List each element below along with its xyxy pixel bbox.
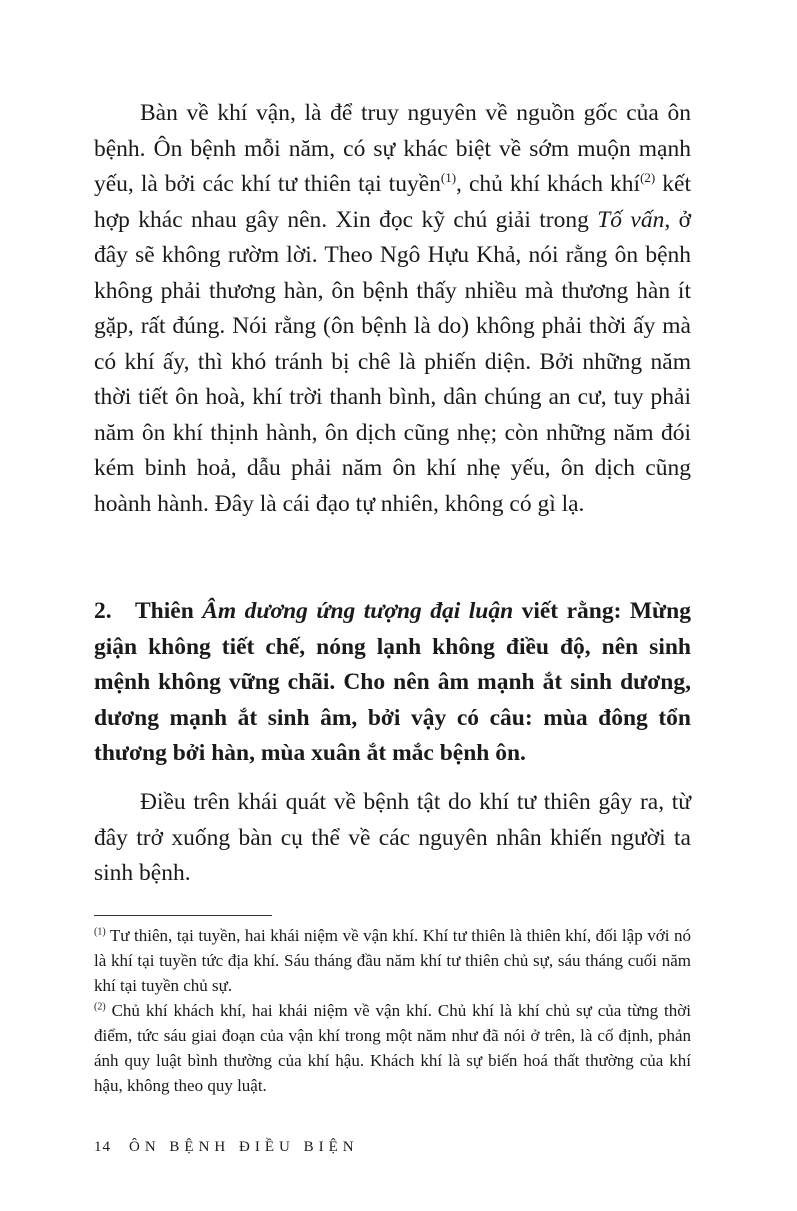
footnote-1 (94, 923, 691, 998)
footnote-ref-2[interactable]: (2) (640, 170, 656, 186)
footnote-divider (94, 915, 272, 916)
footnote-text: Tư thiên, tại tuyền, hai khái niệm về vận khí. Khí tư thiên là thiên khí, đối lập với nó là khí tại tuyền tức địa khí. Sáu tháng đầu năm khí tư thiên chủ sự, sáu tháng cuối năm khí tại tuyền chủ sự. (94, 926, 691, 995)
footnote-mark: (2) (94, 1001, 106, 1013)
section-number: 2. (94, 598, 112, 624)
paragraph-text: , ở đây sẽ không rườm lời. Theo Ngô Hựu Khả, nói rằng ôn bệnh không phải thương hàn, ôn bệnh thấy nhiều mà thương hàn ít gặp, rất đúng. Nói rằng (ôn bệnh là do) không phải thời ấy mà có khí ấy, thì khó tránh bị chê là phiến diện. Bởi những năm thời tiết ôn hoà, khí trời thanh bình, dân chúng an cư, tuy phải năm ôn khí thịnh hành, ôn dịch cũng nhẹ; còn những năm đói kém binh hoả, dẫu phải năm ôn khí nhẹ yếu, ôn dịch cũng hoành hành. Đây là cái đạo tự nhiên, không có gì lạ. (94, 206, 691, 517)
body-paragraph-2: Điều trên khái quát về bệnh tật do khí tư thiên gây ra, từ đây trở xuống bàn cụ thể về các nguyên nhân khiến người ta sinh bệnh. (94, 789, 691, 886)
body-paragraph-1 (94, 96, 691, 522)
running-footer (94, 1136, 359, 1158)
footnote-mark: (1) (94, 926, 106, 938)
paragraph-text: Bàn về khí vận, là để truy nguyên về nguồn gốc của ôn bệnh. Ôn bệnh mỗi năm, có sự khác biệt về sớm muộn mạnh yếu, là bởi các khí tư thiên tại tuyền (94, 100, 691, 197)
book-title: ÔN BỆNH ĐIỀU BIỆN (129, 1139, 359, 1155)
heading-italic-title: Âm dương ứng tượng đại luận (202, 598, 514, 624)
footnote-2 (94, 998, 691, 1098)
book-title-italic: Tố vấn (597, 206, 665, 233)
page-number: 14 (94, 1139, 111, 1155)
paragraph-text: , chủ khí khách khí (456, 171, 641, 197)
paragraph-text: kết hợp khác nhau gây nên. Xin đọc kỹ chú giải trong (94, 171, 691, 233)
footnote-ref-1[interactable]: (1) (440, 170, 457, 186)
footnote-text: Chủ khí khách khí, hai khái niệm về vận khí. Chủ khí là khí chủ sự của từng thời điểm, tức sáu giai đoạn của vận khí trong một năm như đã nói ở trên, là cố định, phản ánh quy luật bình thường của khí hậu. Khách khí là sự biến hoá thất thường của khí hậu, không theo quy luật. (94, 1001, 691, 1095)
heading-text: viết rằng: Mừng giận không tiết chế, nóng lạnh không điều độ, nên sinh mệnh không vững chãi. Cho nên âm mạnh ắt sinh dương, dương mạnh ắt sinh âm, bởi vậy có câu: mùa đông tổn thương bởi hàn, mùa xuân ắt mắc bệnh ôn. (94, 598, 691, 766)
section-heading-2 (94, 594, 691, 772)
heading-text: Thiên (135, 598, 203, 624)
footnotes (94, 923, 691, 1098)
